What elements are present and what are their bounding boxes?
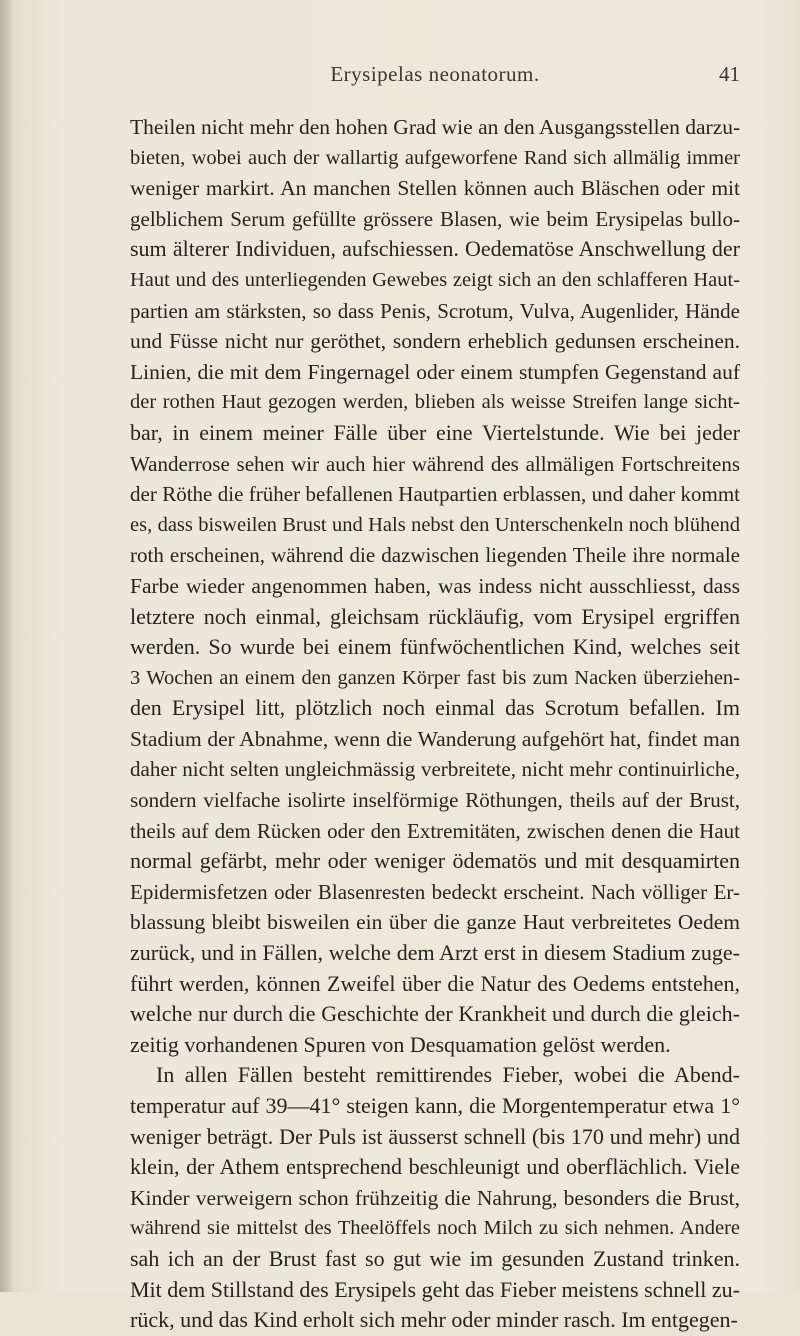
text-line: normal gefärbt, mehr oder weniger ödematös und mit desquamirten [130, 848, 740, 874]
text-line: den Erysipel litt, plötzlich noch einmal das Scrotum befallen. Im [130, 695, 740, 721]
text-line: bieten, wobei auch der wallartig aufgeworfene Rand sich allmälig immer [130, 146, 740, 169]
text-line: welche nur durch die Geschichte der Krankheit und durch die gleich- [130, 1001, 740, 1027]
text-line: rück, und das Kind erholt sich mehr oder minder rasch. Im entgegen- [130, 1307, 738, 1333]
text-line: klein, der Athem entsprechend beschleunigt und oberflächlich. Viele [130, 1154, 740, 1180]
text-line: der rothen Haut gezogen werden, blieben als weisse Streifen lange sicht- [130, 391, 740, 414]
text-line: Stadium der Abnahme, wenn die Wanderung aufgehört hat, findet man [130, 726, 740, 751]
text-line: Theilen nicht mehr den hohen Grad wie an den Ausgangsstellen darzu- [130, 115, 741, 139]
text-line: zeitig vorhandenen Spuren von Desquamation gelöst werden. [130, 1031, 671, 1057]
text-line: während sie mittelst des Theelöffels noch Milch zu sich nehmen. Andere [130, 1217, 740, 1240]
text-line: 3 Wochen an einem den ganzen Körper fast bis zum Nacken überziehen- [130, 666, 740, 689]
text-line: es, dass bisweilen Brust und Hals nebst den Unterschenkeln noch blühend [130, 513, 740, 536]
text-line: Farbe wieder angenommen haben, was indess nicht ausschliesst, dass [130, 573, 740, 598]
text-line: Haut und des unterliegenden Gewebes zeigt sich an den schlafferen Haut- [130, 268, 740, 291]
text-line: weniger markirt. An manchen Stellen können auch Bläschen oder mit [130, 176, 740, 201]
text-line: und Füsse nicht nur geröthet, sondern erheblich gedunsen erscheinen. [130, 329, 740, 354]
text-line: temperatur auf 39—41° steigen kann, die Morgentemperatur etwa 1° [130, 1093, 740, 1118]
text-line: führt werden, können Zweifel über die Natur des Oedems entstehen, [130, 970, 740, 996]
text-line: sah ich an der Brust fast so gut wie im gesunden Zustand trinken. [130, 1245, 740, 1271]
text-line: gelblichem Serum gefüllte grössere Blasen, wie beim Erysipelas bullo- [130, 206, 740, 231]
text-line: theils auf dem Rücken oder den Extremitäten, zwischen denen die Haut [130, 818, 740, 843]
running-title: Erysipelas neonatorum. [330, 62, 540, 86]
text-line: bar, in einem meiner Fälle über eine Viertelstunde. Wie bei jeder [130, 419, 740, 445]
page-number: 41 [719, 62, 740, 86]
text-line: der Röthe die früher befallenen Hautpartien erblassen, und daher kommt [130, 482, 740, 507]
text-line: Linien, die mit dem Fingernagel oder einem stumpfen Gegenstand auf [130, 359, 740, 384]
text-line: roth erscheinen, während die dazwischen liegenden Theile ihre normale [130, 543, 740, 568]
text-line: zurück, und in Fällen, welche dem Arzt erst in diesem Stadium zuge- [130, 940, 740, 966]
text-line: sum älterer Individuen, aufschiessen. Oedematöse Anschwellung der [130, 236, 740, 262]
text-line: Kinder verweigern schon frühzeitig die Nahrung, besonders die Brust, [130, 1185, 740, 1210]
running-head [130, 62, 740, 92]
text-line: Mit dem Stillstand des Erysipels geht das Fieber meistens schnell zu- [130, 1276, 740, 1302]
text-line: Epidermisfetzen oder Blasenresten bedeckt erscheint. Nach völliger Er- [130, 879, 740, 904]
text-line: partien am stärksten, so dass Penis, Scrotum, Vulva, Augenlider, Hände [130, 298, 740, 323]
text-line: In allen Fällen besteht remittirendes Fieber, wobei die Abend- [156, 1062, 740, 1088]
text-line: weniger beträgt. Der Puls ist äusserst schnell (bis 170 und mehr) und [130, 1123, 740, 1149]
text-line: Wanderrose sehen wir auch hier während des allmäligen Fortschreitens [130, 451, 740, 476]
text-line: blassung bleibt bisweilen ein über die ganze Haut verbreitetes Oedem [130, 910, 740, 935]
text-line: daher nicht selten ungleichmässig verbreitete, nicht mehr continuirliche, [130, 757, 740, 782]
body-text [130, 112, 740, 1336]
text-line: sondern vielfache isolirte inselförmige Röthungen, theils auf der Brust, [130, 788, 740, 813]
text-line: werden. So wurde bei einem fünfwöchentlichen Kind, welches seit [130, 634, 740, 660]
page-gutter-shadow [0, 0, 14, 1292]
text-line: letztere noch einmal, gleichsam rückläufig, vom Erysipel ergriffen [130, 603, 740, 629]
